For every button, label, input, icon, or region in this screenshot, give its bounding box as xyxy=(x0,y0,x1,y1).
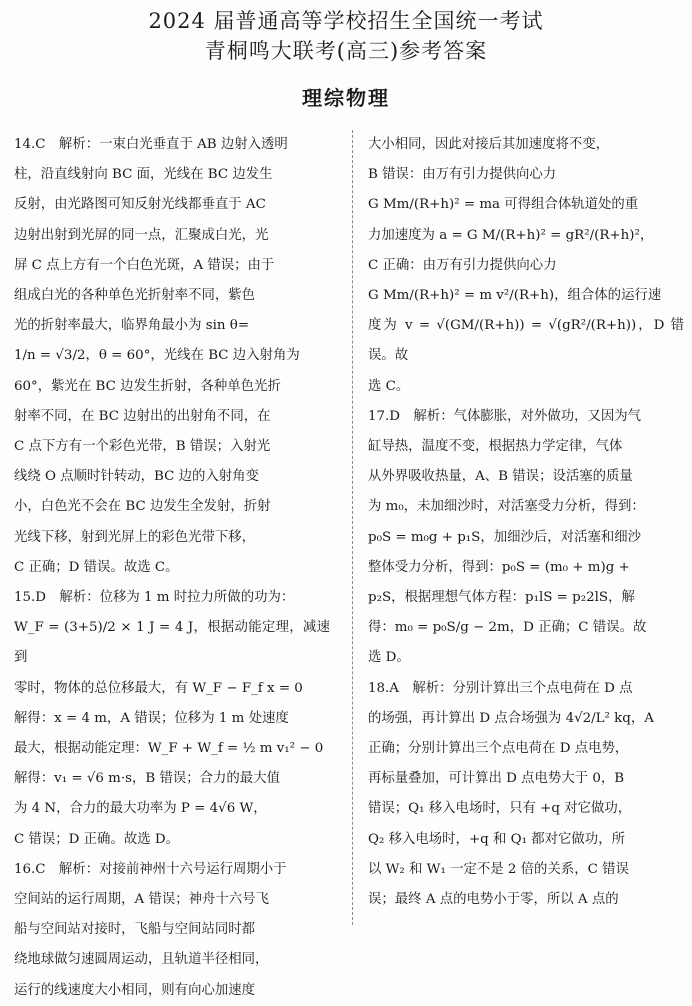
text-line: C 点下方有一个彩色光带，B 错误；入射光 xyxy=(14,439,271,455)
text-line: 光线下移，射到光屏上的彩色光带下移， xyxy=(14,529,256,545)
text-line: 船与空间站对接时，飞船与空间站同时都 xyxy=(14,922,256,938)
text-line: 正确；分别计算出三个点电荷在 D 点电势， xyxy=(368,741,629,757)
text-line: W_F = (3+5)/2 × 1 J = 4 J，根据动能定理，减速到 xyxy=(14,620,330,666)
q17-explanation xyxy=(368,402,684,674)
text-line: 小，白色光不会在 BC 边发生全发射，折射 xyxy=(14,499,271,515)
exam-subtitle: 青桐鸣大联考(高三)参考答案 xyxy=(204,39,488,63)
text-line: 柱，沿直线射向 BC 面，光线在 BC 边发生 xyxy=(14,167,273,183)
text-line: 1/n = √3/2，θ = 60°，光线在 BC 边入射角为 xyxy=(14,348,300,364)
text-line: Q₂ 移入电场时，+q 和 Q₁ 都对它做功，所 xyxy=(368,831,625,847)
text-line: 大小相同，因此对接后其加速度将不变， xyxy=(368,137,610,152)
text-line: 运行的线速度大小相同，则有向心加速度 xyxy=(14,982,256,998)
text-line: G Mm/(R+h)² = m v²/(R+h)，组合体的运行速 xyxy=(368,288,662,304)
text-line: C 正确；D 错误。故选 C。 xyxy=(14,559,179,575)
right-column xyxy=(368,130,684,915)
text-line: 得：m₀ = p₀S/g − 2m，D 正确；C 错误。故 xyxy=(368,620,647,636)
text-line: 为 4 N，合力的最大功率为 P = 4√6 W， xyxy=(14,801,267,817)
text-line: 解得：x = 4 m，A 错误；位移为 1 m 处速度 xyxy=(14,710,289,726)
text-line: 空间站的运行周期，A 错误；神舟十六号飞 xyxy=(14,892,269,908)
text-line: 15.D 解析：位移为 1 m 时拉力所做的功为： xyxy=(14,590,295,606)
q15-explanation xyxy=(14,583,330,855)
left-column xyxy=(14,130,330,1006)
text-line: 60°，紫光在 BC 边发生折射，各种单色光折 xyxy=(14,378,281,394)
column-divider xyxy=(352,130,353,925)
text-line: B 错误：由万有引力提供向心力 xyxy=(368,167,557,183)
text-line: 选 C。 xyxy=(368,378,410,394)
text-line: 边射出射到光屏的同一点，汇聚成白光，光 xyxy=(14,227,269,243)
text-line: 错误；Q₁ 移入电场时，只有 +q 对它做功， xyxy=(368,801,632,817)
text-line: G Mm/(R+h)² = ma 可得组合体轨道处的重 xyxy=(368,197,639,213)
text-line: p₀S = m₀g + p₁S，加细沙后，对活塞和细沙 xyxy=(368,529,642,545)
text-line: 绕地球做匀速圆周运动，且轨道半径相同， xyxy=(14,952,269,968)
text-line: 选 D。 xyxy=(368,650,410,666)
text-line: 整体受力分析，得到：p₀S = (m₀ + m)g + xyxy=(368,559,630,575)
text-line: 从外界吸收热量，A、B 错误；设活塞的质量 xyxy=(368,469,633,485)
text-line: 再标量叠加，可计算出 D 点电势大于 0，B xyxy=(368,771,625,787)
text-line: 14.C 解析：一束白光垂直于 AB 边射入透明 xyxy=(14,137,288,152)
text-line: p₂S，根据理想气体方程：p₁lS = p₂2lS，解 xyxy=(368,590,635,606)
text-line: 最大，根据动能定理：W_F + W_f = ½ m v₁² − 0 xyxy=(14,741,324,757)
text-line: 反射，由光路图可知反射光线都垂直于 AC xyxy=(14,197,266,213)
text-line: 17.D 解析：气体膨胀，对外做功，又因为气 xyxy=(368,408,642,424)
text-line: C 正确：由万有引力提供向心力 xyxy=(368,257,557,273)
text-line: 18.A 解析：分别计算出三个点电荷在 D 点 xyxy=(368,680,633,696)
text-line: 力加速度为 a = G M/(R+h)² = gR²/(R+h)²， xyxy=(368,227,654,243)
text-line: 误；最终 A 点的电势小于零，所以 A 点的 xyxy=(368,892,619,908)
q18-explanation xyxy=(368,674,684,916)
text-line: 屏 C 点上方有一个白色光斑，A 错误；由于 xyxy=(14,257,275,273)
text-line: 以 W₂ 和 W₁ 一定不是 2 倍的关系，C 错误 xyxy=(368,861,629,877)
exam-title: 2024 届普通高等学校招生全国统一考试 xyxy=(148,9,544,33)
page-header xyxy=(0,0,692,111)
text-line: 零时，物体的总位移最大，有 W_F − F_f x = 0 xyxy=(14,680,303,696)
q16-explanation-continued xyxy=(368,130,684,402)
text-line: 解得：v₁ = √6 m·s，B 错误；合力的最大值 xyxy=(14,771,280,787)
answer-columns xyxy=(14,130,684,998)
q16-explanation xyxy=(14,855,330,1006)
text-line: 缸导热，温度不变，根据热力学定律，气体 xyxy=(368,439,623,455)
text-line: 线绕 O 点顺时针转动，BC 边的入射角变 xyxy=(14,469,259,485)
text-line: 的场强，再计算出 D 点合场强为 4√2/L² kq，A xyxy=(368,710,654,726)
text-line: 度为 v = √(GM/(R+h)) = √(gR²/(R+h))，D 错误。故 xyxy=(368,318,684,364)
text-line: 组成白光的各种单色光折射率不同，紫色 xyxy=(14,288,256,304)
text-line: 16.C 解析：对接前神州十六号运行周期小于 xyxy=(14,861,287,877)
q14-explanation xyxy=(14,130,330,583)
text-line: 射率不同，在 BC 边射出的出射角不同，在 xyxy=(14,408,271,424)
text-line: C 错误；D 正确。故选 D。 xyxy=(14,831,180,847)
text-line: 为 m₀，未加细沙时，对活塞受力分析，得到： xyxy=(368,499,645,515)
subject-title: 理综物理 xyxy=(302,86,390,110)
text-line: 光的折射率最大，临界角最小为 sin θ= xyxy=(14,318,250,334)
